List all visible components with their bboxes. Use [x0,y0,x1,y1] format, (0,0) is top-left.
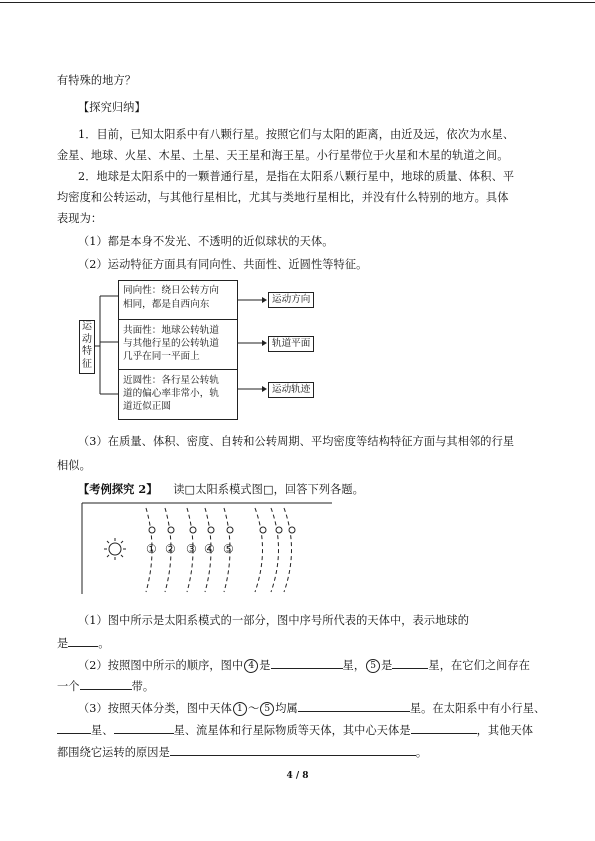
q3-text: 。 [415,746,428,759]
vertical-label-char: 特 [82,346,92,357]
q3-line1 [78,699,545,717]
q3-blank-reason[interactable] [170,743,416,756]
cell-text: 近圆性：各行星公转轨 [123,375,219,386]
vertical-label-char: 动 [82,333,92,345]
sun-icon [104,538,126,560]
item1: （1）都是本身不发光、不透明的近似球状的天体。 [78,235,334,248]
q1-answer-blank[interactable] [68,634,98,647]
circled-number-5: 5 [366,659,380,673]
cell-text: 相同，都是自西向东 [123,299,210,310]
q3-text: 星、流星体和行星际物质等天体，其中心天体是 [173,724,411,737]
cell-text: 几乎在同一平面上 [123,351,200,362]
q2-line1 [78,656,530,674]
planet-number-4: ④ [204,542,215,556]
para2-line1: 2．地球是太阳系中的一颗普通行星，是指在太阳系八颗行星中，地球的质量、体积、平 [78,170,515,183]
label-motion-direction: 运动方向 [268,292,314,308]
section-title: 【探究归纳】 [78,101,146,114]
q2-blank-planet5[interactable] [392,656,428,669]
circled-number-1: 1 [233,702,247,716]
cell-text: 道的偏心率非常小，轨 [123,388,219,399]
q3-text: 都围绕它运转的原因是 [57,746,170,759]
circled-number-5: 5 [260,702,274,716]
para2-line3: 表现为： [57,212,103,225]
q2-text: 一个 [57,680,80,693]
label-motion-trajectory: 运动轨迹 [268,382,314,398]
intro-tail: 有特殊的地方？ [57,74,137,87]
planet-number-2: ② [165,542,176,556]
q2-blank-planet4[interactable] [271,656,343,669]
q3-text: 星。在太阳系中有小行星、 [409,702,546,715]
vertical-label-char: 运 [82,321,92,332]
planet-number-5: ⑤ [223,542,234,556]
page-number: 4 / 8 [286,771,309,781]
q3-text: ～ [247,702,260,715]
vertical-label-char: 征 [82,358,92,370]
q2-text: 星，在它们之间存在 [428,659,531,672]
q3-text: （3）按照天体分类，图中天体 [78,702,232,715]
q2-text: 是 [381,659,393,672]
example-prompt: 读□太阳系模式图□，回答下列各题。 [173,483,364,496]
q2-text: 是 [259,659,271,672]
item2: （2）运动特征方面具有同向性、共面性、近圆性等特征。 [78,258,368,271]
cell-text: 共面性：地球公转轨道 [123,325,219,336]
label-orbit-plane: 轨道平面 [268,336,314,352]
q3-line3 [57,743,427,761]
q3-blank-center[interactable] [411,721,477,734]
q1-text: 是 [57,637,69,650]
cell-text: 与其他行星的公转轨道 [123,338,219,349]
q3-text: 均属 [275,702,298,715]
q2-text: 星， [342,659,366,672]
q3-text: ，其他天体 [476,724,534,737]
q3-blank-class[interactable] [298,699,410,712]
q2-text: 带。 [131,680,155,693]
q3-blank-body1[interactable] [57,721,91,734]
q2-text: （2）按照图中所示的顺序，图中 [78,659,244,672]
para1-line1: 1．目前，已知太阳系中有八颗行星。按照它们与太阳的距离，由近及远，依次为水星、 [78,128,515,141]
planet-number-3: ③ [186,542,197,556]
item3-line2: 相似。 [57,459,91,472]
q3-blank-body2[interactable] [114,721,174,734]
cell-text: 道近似正圆 [123,401,171,412]
q3-text: 星、 [91,724,114,737]
q2-blank-belt[interactable] [80,677,132,690]
planet-number-1: ① [146,542,157,556]
circled-number-4: 4 [244,659,258,673]
q3-line2 [57,721,533,739]
q1-text-end: 。 [98,637,110,650]
example-title: 【考例探究 2】 [78,482,158,496]
para1-line2: 金星、地球、火星、木星、土星、天王星和海王星。小行星带位于火星和木星的轨道之间。 [57,149,509,162]
q2-line2 [57,677,154,695]
para2-line2: 均密度和公转运动，与其他行星相比，尤其与类地行星相比，并没有什么特别的地方。具体 [57,191,509,204]
q1-line2 [57,634,110,652]
item3-line1: （3）在质量、体积、密度、自转和公转周期、平均密度等结构特征方面与其相邻的行星 [78,435,515,448]
cell-text: 同向性：绕日公转方向 [123,285,219,296]
q1-line1: （1）图中所示是太阳系模式的一部分，图中序号所代表的天体中，表示地球的 [78,614,469,627]
